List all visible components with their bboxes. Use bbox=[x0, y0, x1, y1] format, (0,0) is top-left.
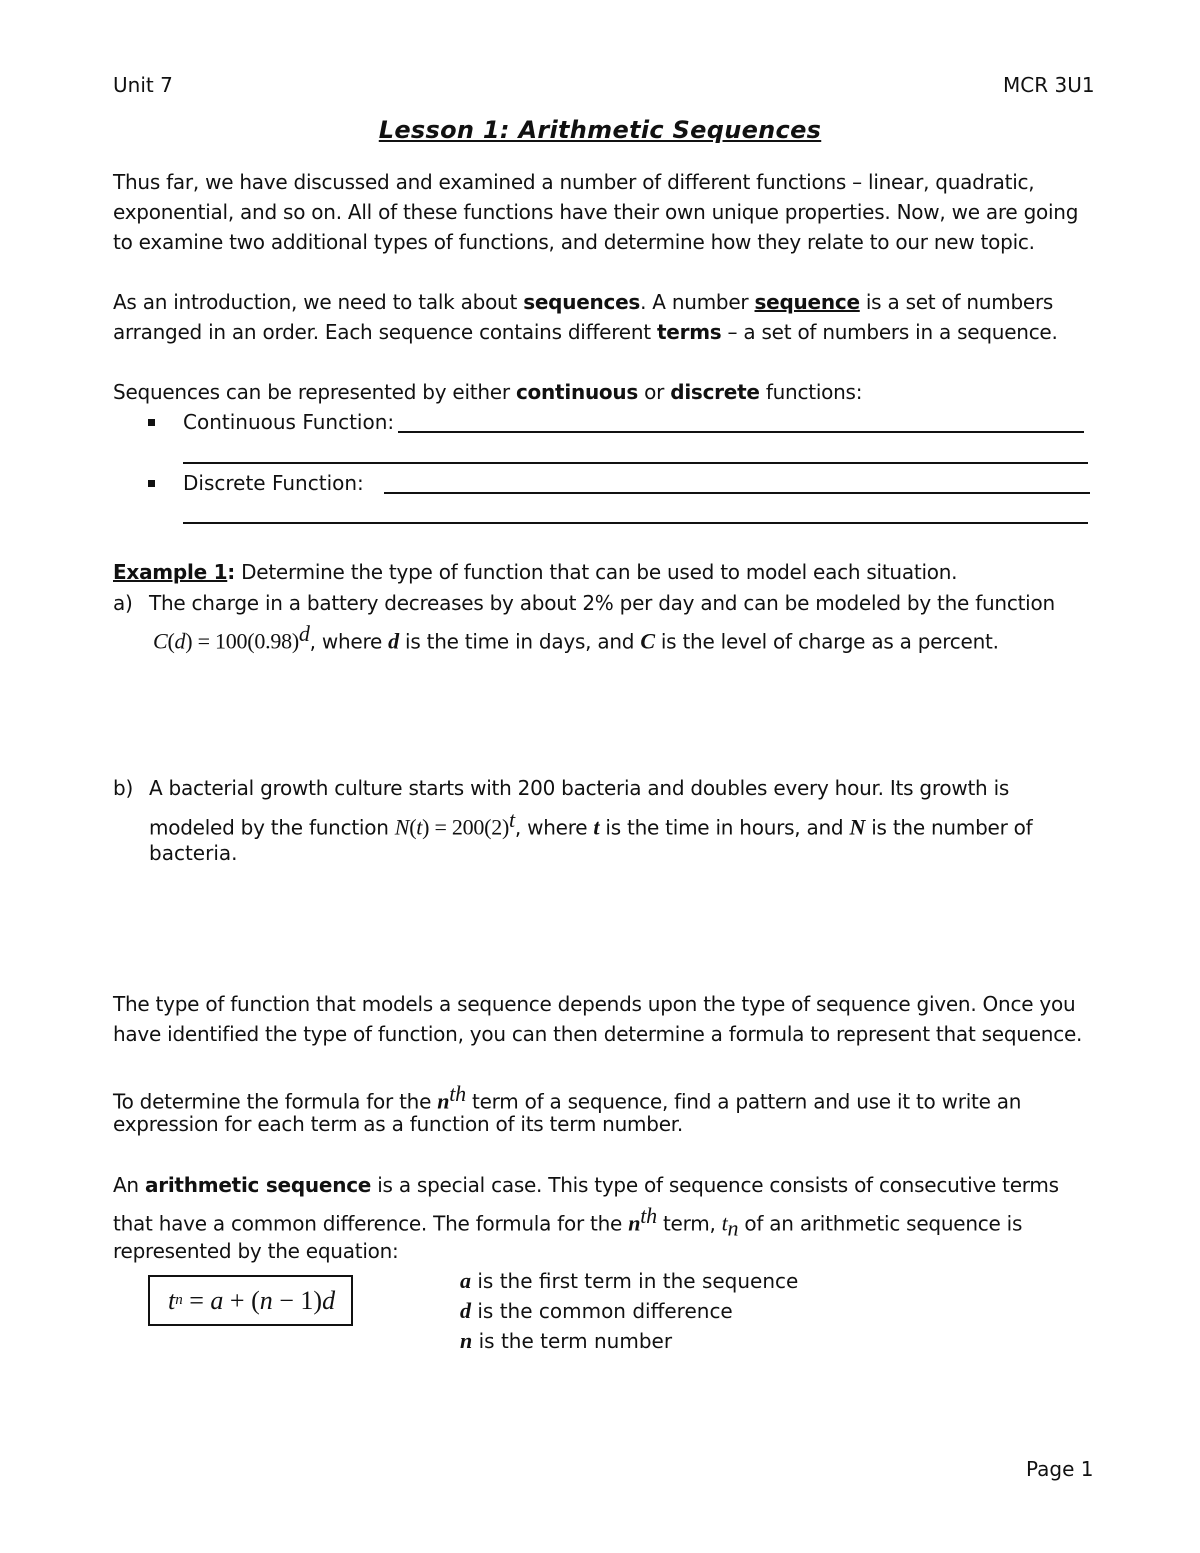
arith-para-line-1: An arithmetic sequence is a special case. This type of sequence consists of consecutive terms bbox=[113, 1173, 1059, 1197]
example-a-line-1: The charge in a battery decreases by about 2% per day and can be modeled by the function bbox=[149, 591, 1055, 615]
intro-line-3: to examine two additional types of functions, and determine how they relate to our new topic. bbox=[113, 230, 1035, 254]
sequence-def-line-1: As an introduction, we need to talk about sequences. A number sequence is a set of numbers bbox=[113, 290, 1054, 314]
continuous-answer-blank-1 bbox=[398, 431, 1084, 433]
discrete-function-label: Discrete Function: bbox=[183, 471, 364, 495]
legend-item-d: d is the common difference bbox=[460, 1298, 733, 1323]
nth-para-line-1: To determine the formula for the $n^{th}$ term of a sequence, find a pattern and use it to write an bbox=[113, 1081, 1022, 1114]
example-b-line-1: A bacterial growth culture starts with 200 bacteria and doubles every hour. Its growth is bbox=[149, 776, 1010, 800]
term-arithmetic-sequence: arithmetic sequence bbox=[144, 1173, 372, 1197]
nth-para-line-2: expression for each term as a function of its term number. bbox=[113, 1112, 683, 1136]
discrete-answer-blank-1 bbox=[384, 492, 1090, 494]
term-sequence: sequence bbox=[754, 290, 860, 314]
continuous-answer-blank-2 bbox=[183, 462, 1088, 464]
header-unit: Unit 7 bbox=[113, 73, 173, 97]
bullet-icon bbox=[148, 419, 155, 426]
term-sequences: sequences bbox=[523, 290, 641, 314]
type-para-line-1: The type of function that models a sequence depends upon the type of sequence given. Once you bbox=[113, 992, 1076, 1016]
type-para-line-2: have identified the type of function, you can then determine a formula to represent that sequence. bbox=[113, 1022, 1083, 1046]
example-a-marker: a) bbox=[113, 591, 133, 615]
arithmetic-formula-box: t n = a + ( n − 1) d bbox=[148, 1275, 353, 1326]
bullet-icon bbox=[148, 480, 155, 487]
example-1-heading: Example 1: Determine the type of function that can be used to model each situation. bbox=[113, 560, 958, 584]
header-course: MCR 3U1 bbox=[1003, 73, 1095, 97]
example-label: Example 1 bbox=[113, 560, 228, 584]
example-b-line-3: bacteria. bbox=[149, 841, 238, 865]
example-b-marker: b) bbox=[113, 776, 133, 800]
legend-item-n: n is the term number bbox=[460, 1328, 673, 1353]
arith-para-line-2: that have a common difference. The formula for the $n^{th}$ term, $t_n$ of an arithmetic sequence is bbox=[113, 1203, 1023, 1241]
arith-para-line-3: represented by the equation: bbox=[113, 1239, 399, 1263]
page-number: Page 1 bbox=[1026, 1457, 1094, 1481]
discrete-answer-blank-2 bbox=[183, 522, 1088, 524]
example-a-line-2: $C(d) = 100(0.98)^d$, where d is the time in days, and C is the level of charge as a percent. bbox=[153, 621, 999, 654]
page-title: Lesson 1: Arithmetic Sequences bbox=[378, 116, 822, 144]
term-terms: terms bbox=[656, 320, 722, 344]
continuous-function-label: Continuous Function: bbox=[183, 410, 395, 434]
representation-line: Sequences can be represented by either continuous or discrete functions: bbox=[113, 380, 863, 404]
sequence-def-line-2: arranged in an order. Each sequence contains different terms – a set of numbers in a sequence. bbox=[113, 320, 1058, 344]
legend-item-a: a is the first term in the sequence bbox=[460, 1268, 799, 1293]
example-b-line-2: modeled by the function $N(t) = 200(2)^t$, where t is the time in hours, and N is the number of bbox=[149, 807, 1033, 840]
intro-line-1: Thus far, we have discussed and examined a number of different functions – linear, quadratic, bbox=[113, 170, 1035, 194]
intro-line-2: exponential, and so on. All of these functions have their own unique properties. Now, we are going bbox=[113, 200, 1079, 224]
